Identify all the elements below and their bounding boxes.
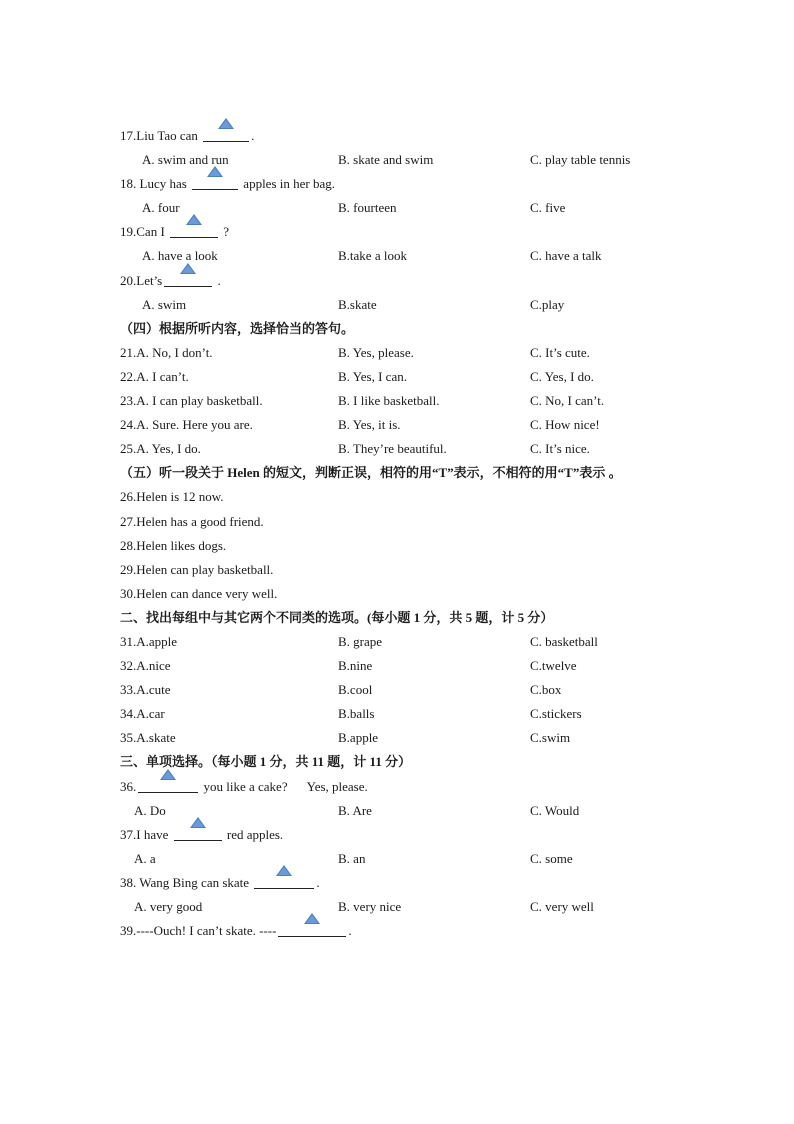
- option-a[interactable]: A. four: [142, 200, 180, 216]
- option-b[interactable]: B. grape: [338, 633, 383, 649]
- option-b[interactable]: B.balls: [338, 706, 375, 722]
- question-18: [120, 172, 720, 196]
- option-a[interactable]: A. have a look: [142, 248, 218, 264]
- option-a[interactable]: 32.A.nice: [120, 658, 171, 674]
- option-c[interactable]: C. How nice!: [530, 417, 600, 433]
- section-4-title: （四）根据所听内容，选择恰当的答句。: [120, 320, 355, 336]
- option-c[interactable]: C.swim: [530, 730, 571, 746]
- option-a[interactable]: 33.A.cute: [120, 682, 171, 698]
- option-a[interactable]: 31.A.apple: [120, 633, 178, 649]
- option-c[interactable]: C. some: [530, 850, 573, 866]
- triangle-marker-icon: [190, 817, 206, 828]
- question-21: [120, 341, 720, 365]
- option-b[interactable]: B. They’re beautiful.: [338, 441, 447, 457]
- answer-blank[interactable]: [174, 826, 222, 841]
- option-a[interactable]: 35.A.skate: [120, 730, 176, 746]
- statement-29: 29.Helen can play basketball.: [120, 561, 274, 577]
- options-20: [120, 293, 720, 317]
- option-a[interactable]: 34.A.car: [120, 706, 165, 722]
- option-a[interactable]: A. Do: [134, 802, 166, 818]
- option-c[interactable]: C. play table tennis: [530, 152, 631, 168]
- option-c[interactable]: C. have a talk: [530, 248, 602, 264]
- question-text: 36.: [120, 778, 137, 794]
- question-24: [120, 413, 720, 437]
- option-a[interactable]: A. swim and run: [142, 152, 229, 168]
- option-b[interactable]: B. fourteen: [338, 200, 397, 216]
- question-text-suffix: .: [316, 874, 320, 890]
- option-c[interactable]: C.box: [530, 682, 562, 698]
- option-c[interactable]: C.twelve: [530, 658, 577, 674]
- option-c[interactable]: C. Would: [530, 802, 580, 818]
- question-19: [120, 220, 720, 244]
- section-5-title: （五）听一段关于 Helen 的短文，判断正误，相符的用“T”表示，不相符的用“T”表示 。: [120, 465, 622, 481]
- options-36: [120, 799, 720, 823]
- answer-blank[interactable]: [138, 778, 198, 793]
- option-a[interactable]: 21.A. No, I don’t.: [120, 344, 213, 360]
- part-2-title: 二、找出每组中与其它两个不同类的选项。(每小题 1 分，共 5 题，计 5 分）: [120, 609, 554, 625]
- question-20: [120, 269, 720, 293]
- question-36: [120, 775, 720, 799]
- answer-blank[interactable]: [203, 127, 249, 142]
- option-b[interactable]: B. skate and swim: [338, 152, 434, 168]
- question-text: 37.I have: [120, 826, 169, 842]
- option-b[interactable]: B. very nice: [338, 899, 402, 914]
- question-text-suffix: .: [251, 128, 255, 143]
- option-b[interactable]: B. Are: [338, 802, 372, 818]
- part-3-title: 三、单项选择。（每小题 1 分，共 11 题，计 11 分）: [120, 754, 412, 770]
- question-32: [120, 654, 720, 678]
- option-c[interactable]: C. It’s cute.: [530, 344, 590, 360]
- option-b[interactable]: B. I like basketball.: [338, 393, 440, 409]
- statement-26: 26.Helen is 12 now.: [120, 489, 224, 505]
- option-b[interactable]: B.apple: [338, 730, 379, 746]
- question-text-suffix: red apples.: [226, 826, 284, 842]
- question-text-suffix: apples in her bag.: [243, 176, 335, 192]
- question-37: [120, 823, 720, 847]
- option-b[interactable]: B.nine: [338, 658, 373, 674]
- option-b[interactable]: B. Yes, it is.: [338, 417, 401, 433]
- question-35: [120, 726, 720, 750]
- question-text: 17.Liu Tao can: [120, 128, 198, 143]
- question-text: 18. Lucy has: [120, 176, 187, 192]
- answer-blank[interactable]: [278, 922, 346, 937]
- option-b[interactable]: B. Yes, I can.: [338, 368, 407, 384]
- triangle-marker-icon: [218, 118, 234, 129]
- triangle-marker-icon: [160, 769, 176, 780]
- option-b[interactable]: B. an: [338, 850, 366, 866]
- triangle-marker-icon: [186, 214, 202, 225]
- question-31: [120, 630, 720, 654]
- option-b[interactable]: B.cool: [338, 682, 373, 698]
- option-a[interactable]: 22.A. I can’t.: [120, 368, 189, 384]
- answer-blank[interactable]: [164, 272, 212, 287]
- question-text: 39.----Ouch! I can’t skate. ----: [120, 923, 277, 939]
- question-34: [120, 702, 720, 726]
- option-c[interactable]: C. very well: [530, 899, 594, 914]
- statement-30: 30.Helen can dance very well.: [120, 585, 278, 601]
- question-39: [120, 919, 720, 943]
- question-text: 20.Let’s: [120, 272, 163, 288]
- options-19: [120, 244, 720, 268]
- statement-28: 28.Helen likes dogs.: [120, 537, 227, 553]
- options-38: [120, 895, 720, 919]
- option-a[interactable]: A. swim: [142, 296, 187, 312]
- question-25: [120, 437, 720, 461]
- option-c[interactable]: C. No, I can’t.: [530, 393, 605, 409]
- question-33: [120, 678, 720, 702]
- triangle-marker-icon: [180, 263, 196, 274]
- question-17: [120, 124, 720, 148]
- option-a[interactable]: 25.A. Yes, I do.: [120, 441, 201, 457]
- option-a[interactable]: 24.A. Sure. Here you are.: [120, 417, 253, 433]
- question-text-suffix: .: [217, 272, 221, 288]
- option-c[interactable]: C. five: [530, 200, 566, 216]
- option-c[interactable]: C.stickers: [530, 706, 582, 722]
- option-c[interactable]: C.play: [530, 296, 565, 312]
- option-c[interactable]: C. basketball: [530, 633, 598, 649]
- question-text-suffix: .: [348, 923, 352, 939]
- triangle-marker-icon: [304, 913, 320, 924]
- question-text-suffix: you like a cake? Yes, please.: [203, 778, 368, 794]
- answer-blank[interactable]: [254, 874, 314, 889]
- option-b[interactable]: B.skate: [338, 296, 377, 312]
- question-38: [120, 871, 720, 895]
- options-37: [120, 847, 720, 871]
- answer-blank[interactable]: [192, 175, 238, 190]
- statement-27: 27.Helen has a good friend.: [120, 513, 264, 529]
- question-text: 19.Can I: [120, 224, 165, 240]
- question-text-suffix: ?: [223, 224, 230, 240]
- question-text: 38. Wang Bing can skate: [120, 874, 250, 890]
- exam-content: [120, 124, 720, 943]
- option-a[interactable]: 23.A. I can play basketball.: [120, 393, 263, 409]
- triangle-marker-icon: [207, 166, 223, 177]
- option-a[interactable]: A. a: [134, 850, 156, 866]
- option-c[interactable]: C. It’s nice.: [530, 441, 590, 457]
- option-b[interactable]: B. Yes, please.: [338, 344, 414, 360]
- triangle-marker-icon: [276, 865, 292, 876]
- options-18: [120, 196, 720, 220]
- question-23: [120, 389, 720, 413]
- question-22: [120, 365, 720, 389]
- option-b[interactable]: B.take a look: [338, 248, 407, 264]
- option-c[interactable]: C. Yes, I do.: [530, 368, 594, 384]
- answer-blank[interactable]: [170, 223, 218, 238]
- option-a[interactable]: A. very good: [134, 899, 203, 914]
